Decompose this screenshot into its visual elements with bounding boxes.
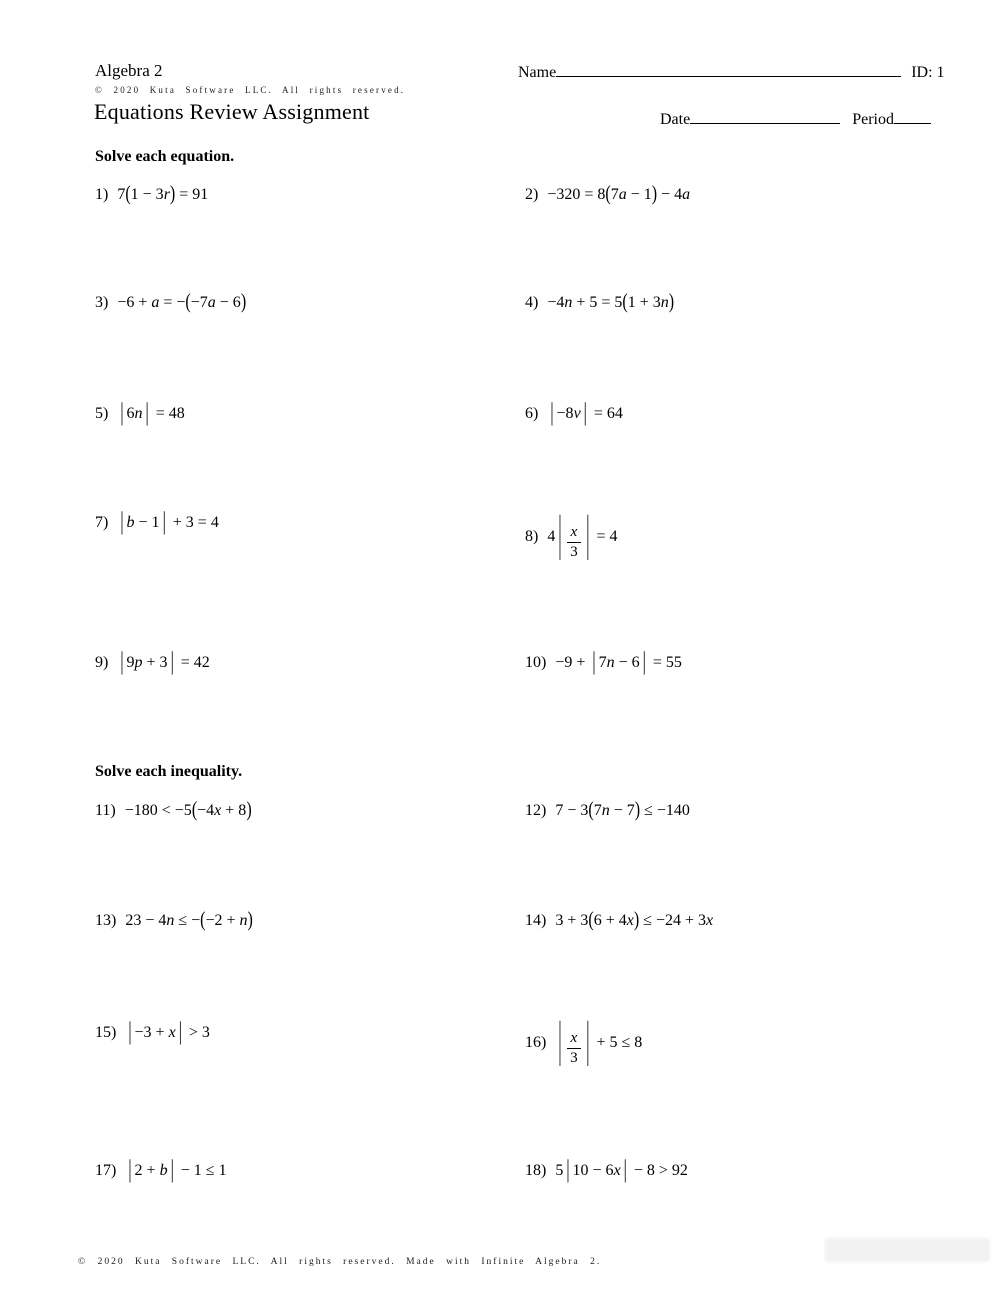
header-copyright: © 2020 Kuta Software LLC. All rights reserved. <box>95 85 406 95</box>
problem-expression: | −8v | = 64 <box>550 400 623 427</box>
name-row <box>518 62 945 82</box>
period-blank-line <box>894 109 931 124</box>
name-label: Name <box>518 64 557 81</box>
problem-number: 6) <box>525 405 539 422</box>
problem-8 <box>525 509 618 563</box>
problem-number: 2) <box>525 186 539 203</box>
problem-expression: 5 | 10 − 6x | − 8 > 92 <box>555 1157 688 1184</box>
problem-number: 12) <box>525 802 547 819</box>
problem-number: 15) <box>95 1024 117 1041</box>
problem-expression: 23 − 4n ≤ −(−2 + n) <box>125 909 253 932</box>
problem-expression: | 6n | = 48 <box>120 400 185 427</box>
problem-expression: −180 < −5(−4x + 8) <box>124 799 252 822</box>
date-blank-line <box>690 109 840 124</box>
problem-number: 3) <box>95 294 109 311</box>
problem-expression: −9 + | 7n − 6 | = 55 <box>555 649 682 676</box>
date-period-row <box>660 109 931 129</box>
problem-17 <box>95 1157 227 1184</box>
problem-number: 1) <box>95 186 109 203</box>
id-label: ID: 1 <box>911 64 945 81</box>
page-title: Equations Review Assignment <box>94 99 370 124</box>
problem-expression: | −3 + x | > 3 <box>128 1019 210 1046</box>
problem-number: 7) <box>95 514 109 531</box>
problem-expression: −320 = 8(7a − 1) − 4a <box>547 183 691 206</box>
section-heading-equations: Solve each equation. <box>95 148 235 165</box>
problem-expression: −6 + a = −(−7a − 6) <box>117 291 247 314</box>
problem-7 <box>95 509 219 536</box>
problem-number: 13) <box>95 912 117 929</box>
course-label: Algebra 2 <box>95 61 163 80</box>
period-label: Period <box>852 111 894 128</box>
problem-expression: 7(1 − 3r) = 91 <box>117 183 209 206</box>
problem-18 <box>525 1157 688 1184</box>
problem-15 <box>95 1019 210 1046</box>
problem-number: 17) <box>95 1162 117 1179</box>
problem-9 <box>95 649 210 676</box>
problem-number: 14) <box>525 912 547 929</box>
problem-expression: 4 | $\frac{x}{3}$ | = 4 <box>547 509 618 563</box>
problem-expression: | 9p + 3 | = 42 <box>120 649 210 676</box>
problem-number: 5) <box>95 405 109 422</box>
problem-number: 10) <box>525 654 547 671</box>
problem-expression: | 2 + b | − 1 ≤ 1 <box>128 1157 227 1184</box>
problem-2 <box>525 183 691 206</box>
footer-copyright: © 2020 Kuta Software LLC. All rights reserved. Made with Infinite Algebra 2. <box>78 1257 602 1267</box>
section-heading-inequalities: Solve each inequality. <box>95 763 243 780</box>
watermark <box>825 1238 990 1262</box>
problem-expression: | b − 1 | + 3 = 4 <box>120 509 219 536</box>
problem-4 <box>525 291 675 314</box>
problem-1 <box>95 183 209 206</box>
date-label: Date <box>660 111 691 128</box>
problem-14 <box>525 909 714 932</box>
problem-number: 8) <box>525 528 539 546</box>
name-blank-line <box>556 62 901 77</box>
problem-11 <box>95 799 252 822</box>
problem-16 <box>525 1015 643 1069</box>
problem-number: 4) <box>525 294 539 311</box>
problem-5 <box>95 400 185 427</box>
problem-6 <box>525 400 623 427</box>
problem-10 <box>525 649 682 676</box>
problem-number: 9) <box>95 654 109 671</box>
problem-12 <box>525 799 690 822</box>
problem-expression: | $\frac{x}{3}$ | + 5 ≤ 8 <box>558 1015 643 1069</box>
problem-3 <box>95 291 247 314</box>
problem-number: 16) <box>525 1034 547 1052</box>
problem-13 <box>95 909 253 932</box>
problem-number: 18) <box>525 1162 547 1179</box>
problem-expression: 3 + 3(6 + 4x) ≤ −24 + 3x <box>555 909 714 932</box>
problem-number: 11) <box>95 802 116 819</box>
problem-expression: −4n + 5 = 5(1 + 3n) <box>547 291 675 314</box>
problem-expression: 7 − 3(7n − 7) ≤ −140 <box>555 799 690 822</box>
